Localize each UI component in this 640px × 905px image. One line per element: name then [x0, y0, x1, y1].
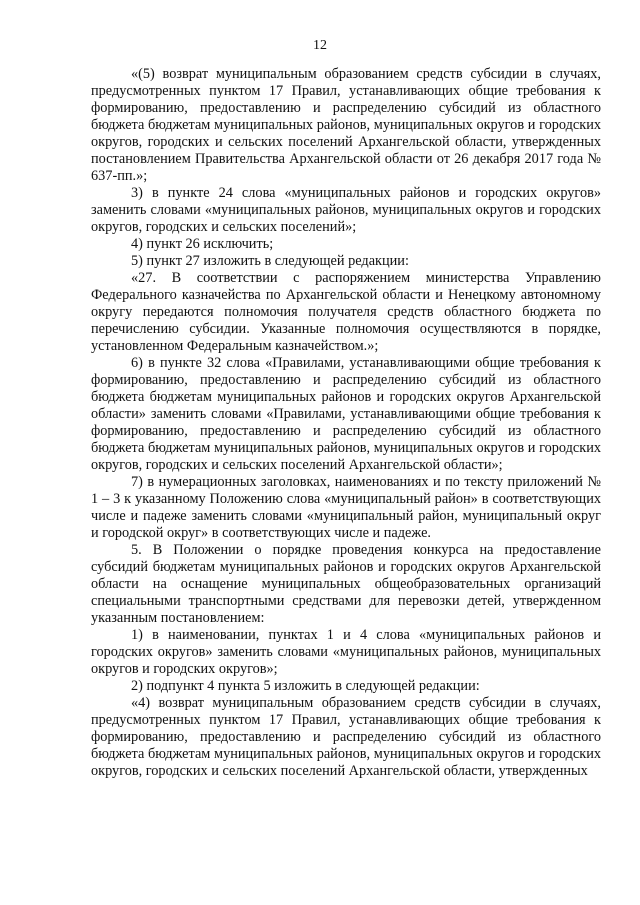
- paragraph-section-5-item-2: 2) подпункт 4 пункта 5 изложить в следующей редакции:: [131, 678, 480, 694]
- paragraph-section-5-regulation: 5. В Положении о порядке проведения конкурса на предоставление субсидий бюджетам муниципальных районов и городских округов Архангельской области на оснащение муниципальных общеобразовательных организаций специальными транспортными средствами для перевозки детей, утвержденном указанным постановлением:: [91, 542, 601, 626]
- paragraph-point-27-text: «27. В соответствии с распоряжением министерства Управлению Федерального казначейства по Архангельской области и Ненецкому автономному округу передаются полномочия получателя средств областного бюджета по перечислению субсидии. Указанные полномочия осуществляются в порядке, установленном Федеральным казначейством.»;: [91, 270, 601, 354]
- paragraph-item-5-point-27: 5) пункт 27 изложить в следующей редакции:: [131, 253, 409, 269]
- paragraph-section-5-item-1: 1) в наименовании, пунктах 1 и 4 слова «муниципальных районов и городских округов» заменить словами «муниципальных районов, муниципальных округов и городских округов»;: [91, 627, 601, 677]
- paragraph-subitem-5-refund: «(5) возврат муниципальным образованием средств субсидии в случаях, предусмотренных пунктом 17 Правил, устанавливающих общие требования к формированию, предоставлению и распределению субсидий из областного бюджета бюджетам муниципальных районов, муниципальных округов и городских округов, городских и сельских поселений Архангельской области, утвержденных постановлением Правительства Архангельской области от 26 декабря 2017 года № 637-пп.»;: [91, 66, 601, 184]
- paragraph-item-4-point-26: 4) пункт 26 исключить;: [131, 236, 274, 252]
- paragraph-item-6-point-32: 6) в пункте 32 слова «Правилами, устанавливающими общие требования к формированию, предоставлению и распределению субсидий из областного бюджета бюджетам муниципальных районов и городских округов Архангельской области» заменить словами «Правилами, устанавливающими общие требования к формированию, предоставлению и распределению субсидий из областного бюджета бюджетам муниципальных районов, муниципальных округов и городских округов, городских и сельских поселений Архангельской области»;: [91, 355, 601, 473]
- page-number: 12: [313, 38, 327, 53]
- document-body: [91, 66, 601, 780]
- paragraph-item-7-appendices: 7) в нумерационных заголовках, наименованиях и по тексту приложений № 1 – 3 к указанному Положению слова «муниципальный район» в соответствующих числе и падеже заменить словами «муниципальный район, муниципальный округ и городской округ» в соответствующих числе и падеже.: [91, 474, 601, 541]
- paragraph-subitem-4-refund: «4) возврат муниципальным образованием средств субсидии в случаях, предусмотренных пунктом 17 Правил, устанавливающих общие требования к формированию, предоставлению и распределению субсидий из областного бюджета бюджетам муниципальных районов, муниципальных округов и городских округов, городских и сельских поселений Архангельской области, утвержденных: [91, 695, 601, 779]
- paragraph-item-3-point-24: 3) в пункте 24 слова «муниципальных районов и городских округов» заменить словами «муниципальных районов, муниципальных округов и городских округов, городских и сельских поселений»;: [91, 185, 601, 235]
